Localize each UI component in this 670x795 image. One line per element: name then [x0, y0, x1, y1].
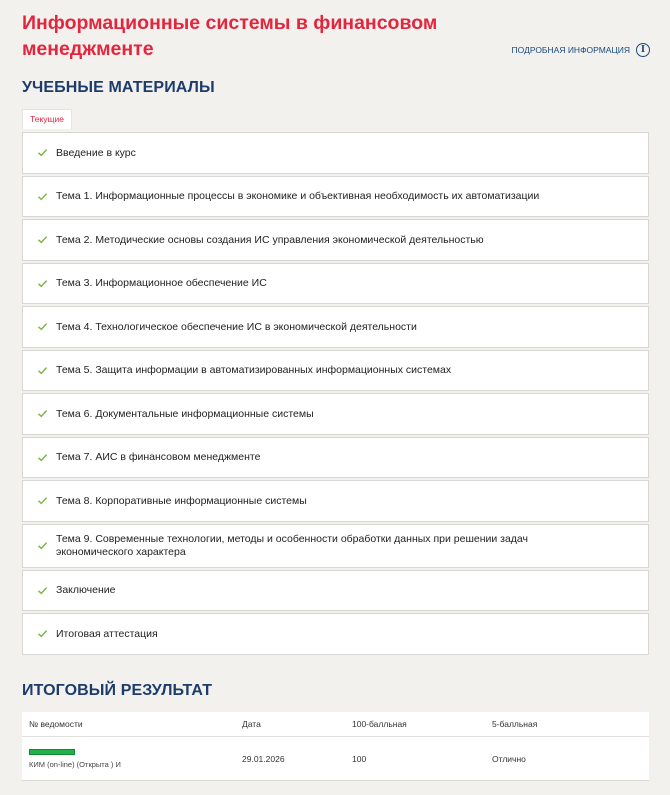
lesson-item[interactable] [22, 570, 649, 612]
lesson-label: Введение в курс [56, 146, 136, 159]
details-link-label: ПОДРОБНАЯ ИНФОРМАЦИЯ [511, 45, 630, 55]
lesson-label: Тема 8. Корпоративные информационные системы [56, 494, 307, 507]
lesson-item[interactable] [22, 393, 649, 435]
lesson-item[interactable] [22, 480, 649, 522]
lesson-label: Тема 1. Информационные процессы в экономике и объективная необходимость их автоматизации [56, 190, 540, 202]
lesson-label: Тема 7. АИС в финансовом менеджменте [56, 451, 261, 463]
checkmark-icon [37, 585, 48, 596]
lesson-label: Заключение [56, 584, 116, 596]
lesson-item[interactable] [22, 437, 649, 479]
lesson-item[interactable] [22, 132, 649, 174]
checkmark-icon [37, 321, 48, 332]
checkmark-icon [37, 495, 48, 506]
lesson-label: Тема 6. Документальные информационные системы [56, 407, 314, 420]
table-row [22, 737, 649, 780]
details-link[interactable] [512, 42, 650, 58]
results-section-title: ИТОГОВЫЙ РЕЗУЛЬТАТ [22, 682, 213, 699]
checkmark-icon [37, 408, 48, 419]
lesson-item[interactable] [22, 350, 649, 392]
column-header-score5: 5-балльная [492, 719, 538, 729]
lesson-item[interactable] [22, 263, 649, 305]
checkmark-icon [37, 278, 48, 289]
vedomost-label[interactable]: КИМ (on-line) (Открыта ) И [29, 759, 121, 769]
lesson-label: Тема 9. Современные технологии, методы и особенности обработки данных при решении задач экономического характера [56, 533, 529, 558]
checkmark-icon [37, 452, 48, 463]
score100-cell: 100 [352, 753, 367, 764]
column-header-date: Дата [242, 719, 261, 729]
column-header-vedomost: № ведомости [29, 719, 83, 729]
checkmark-icon [37, 147, 48, 158]
lesson-label: Тема 4. Технологическое обеспечение ИС в экономической деятельности [56, 320, 417, 333]
results-table [22, 712, 649, 781]
lesson-item[interactable] [22, 176, 649, 218]
checkmark-icon [37, 191, 48, 202]
lesson-item[interactable] [22, 219, 649, 261]
lesson-label: Итоговая аттестация [56, 627, 158, 640]
column-header-score100: 100-балльная [352, 719, 407, 729]
score5-cell: Отлично [492, 753, 526, 764]
lesson-label: Тема 2. Методические основы создания ИС управления экономической деятельностью [56, 233, 484, 246]
checkmark-icon [37, 540, 48, 551]
lesson-label: Тема 5. Защита информации в автоматизированных информационных системах [56, 364, 452, 376]
lesson-item[interactable] [22, 613, 649, 655]
grade-progress-bar [29, 749, 75, 755]
page-title: Информационные системы в финансовом менеджменте [22, 12, 438, 60]
lesson-label: Тема 3. Информационное обеспечение ИС [56, 277, 267, 289]
info-circle-icon[interactable]: I [636, 43, 650, 57]
table-header [22, 712, 649, 737]
checkmark-icon [37, 365, 48, 376]
lesson-list [22, 132, 649, 657]
date-cell: 29.01.2026 [242, 753, 285, 764]
checkmark-icon [37, 234, 48, 245]
materials-section-title: УЧЕБНЫЕ МАТЕРИАЛЫ [22, 79, 215, 96]
lesson-item[interactable] [22, 524, 649, 568]
vedomost-cell [22, 749, 242, 769]
tab-current[interactable]: Текущие [22, 109, 72, 129]
lesson-item[interactable] [22, 306, 649, 348]
checkmark-icon [37, 628, 48, 639]
